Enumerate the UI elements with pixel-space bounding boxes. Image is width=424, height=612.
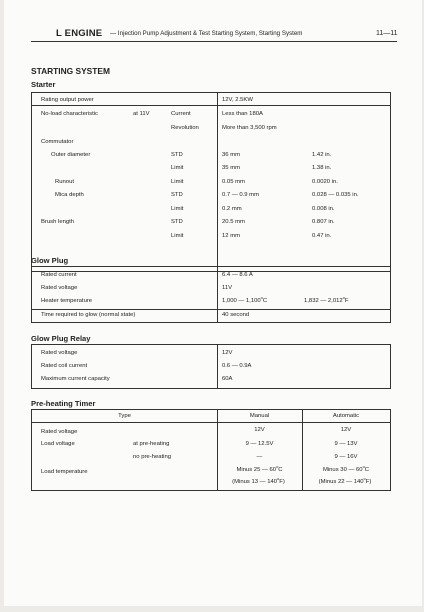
outer-diameter-limit: Limit [171,165,184,171]
heater-temperature-label: Heater temperature [41,298,93,304]
load-voltage-nopre-manual: — [256,454,263,460]
starter-title: Starter [31,80,56,89]
load-temperature-automatic-fahrenheit: (Minus 22 — 140$^o$F) [318,476,372,485]
relay-rated-voltage-label: Rated voltage [41,350,78,356]
relay-coil-current-value: 0.6 — 0.9A [222,363,252,369]
load-voltage-nopre-automatic: 9 — 16V [334,454,358,460]
starter-table [31,92,391,272]
time-required-label: Time required to glow (normal state) [41,312,136,318]
chapter-subtitle: — Injection Pump Adjustment & Test Starting System, Starting System [110,30,303,37]
outer-diameter-limit-mm: 35 mm [222,165,241,171]
commutator-label: Commutator [41,139,74,145]
relay-coil-current-label: Rated coil current [41,363,88,369]
load-temperature-manual-celsius: Minus 25 — 60$^o$C [236,464,283,473]
relay-max-current-label: Maximum current capacity [41,376,110,382]
runout-limit: Limit [171,179,184,185]
mica-depth-limit: Limit [171,206,184,212]
brush-length-std-in: 0.807 in. [312,219,335,225]
header-rule [31,41,397,42]
current-label: Current [171,111,191,117]
runout-mm: 0.05 mm [222,179,245,185]
no-load-voltage: at 11V [133,111,150,117]
column-divider [217,345,218,388]
page-number: 11—11 [376,30,398,37]
glow-rated-voltage-value: 11V [222,285,233,291]
mica-depth-std-in: 0.028 — 0.035 in. [312,192,359,198]
glow-plug-relay-table [31,344,391,389]
rated-current-value: 6.4 — 8.6 A [222,272,253,278]
runout-in: 0.0020 in. [312,179,338,185]
brush-length-std: STD [171,219,183,225]
timer-rated-voltage-manual: 12V [254,427,265,433]
glow-rated-voltage-label: Rated voltage [41,285,78,291]
current-value: Less than 180A [222,111,263,117]
at-preheating-label: at pre-heating [133,441,170,447]
manual-page [4,0,422,606]
outer-diameter-limit-in: 1.38 in. [312,165,332,171]
mica-depth-std: STD [171,192,183,198]
mica-depth-limit-mm: 0.2 mm [222,206,242,212]
no-load-label: No-load characteristic [41,111,98,117]
load-temperature-automatic-celsius: Minus 30 — 60$^o$C [322,464,370,473]
relay-rated-voltage-value: 12V [222,350,233,356]
time-required-value: 40 second [222,312,250,318]
outer-diameter-std-mm: 36 mm [222,152,241,158]
mica-depth-label: Mica depth [55,192,84,198]
timer-rated-voltage-label: Rated voltage [41,429,78,435]
manual-header: Manual [249,413,270,419]
glow-plug-relay-title: Glow Plug Relay [31,334,91,343]
glow-plug-table [31,266,391,323]
outer-diameter-std-in: 1.42 in. [312,152,332,158]
column-divider [217,93,218,271]
heater-temperature-celsius: 1,000 — 1,100$^o$C [222,295,268,304]
load-voltage-preheat-manual: 9 — 12.5V [245,441,274,447]
load-temperature-manual-fahrenheit: (Minus 13 — 140$^o$F) [232,476,285,485]
load-temperature-label: Load temperature [41,469,88,475]
section-title: STARTING SYSTEM [31,66,110,76]
automatic-header: Automatic [332,413,360,419]
brush-length-limit-in: 0.47 in. [312,233,332,239]
brush-length-std-mm: 20.5 mm [222,219,245,225]
rating-output-power-value: 12V, 2.5KW [222,97,253,103]
column-divider [217,267,218,322]
load-voltage-preheat-automatic: 9 — 13V [334,441,358,447]
chapter-title: L ENGINE [56,28,103,39]
brush-length-limit: Limit [171,233,184,239]
outer-diameter-label: Outer diameter [51,152,91,158]
revolution-value: More than 3,500 rpm [222,125,277,131]
rating-output-power-label: Rating output power [41,97,94,103]
timer-rated-voltage-automatic: 12V [340,427,352,433]
brush-length-label: Brush length [41,219,75,225]
mica-depth-std-mm: 0.7 — 0.9 mm [222,192,259,198]
row-divider [32,105,390,106]
preheating-timer-title: Pre-heating Timer [31,399,96,408]
rated-current-label: Rated current [41,272,77,278]
heater-temperature-fahrenheit: 1,832 — 2,012$^o$F [304,295,349,304]
glow-plug-title: Glow Plug [31,256,69,265]
brush-length-limit-mm: 12 mm [222,233,241,239]
no-preheating-label: no pre-heating [133,454,171,460]
row-divider [32,422,390,423]
relay-max-current-value: 60A [222,376,233,382]
outer-diameter-std: STD [171,152,183,158]
row-divider [32,309,390,310]
type-header: Type [118,413,131,419]
load-voltage-label: Load voltage [41,441,75,447]
runout-label: Runout [55,179,74,185]
revolution-label: Revolution [171,125,199,131]
mica-depth-limit-in: 0.008 in. [312,206,335,212]
